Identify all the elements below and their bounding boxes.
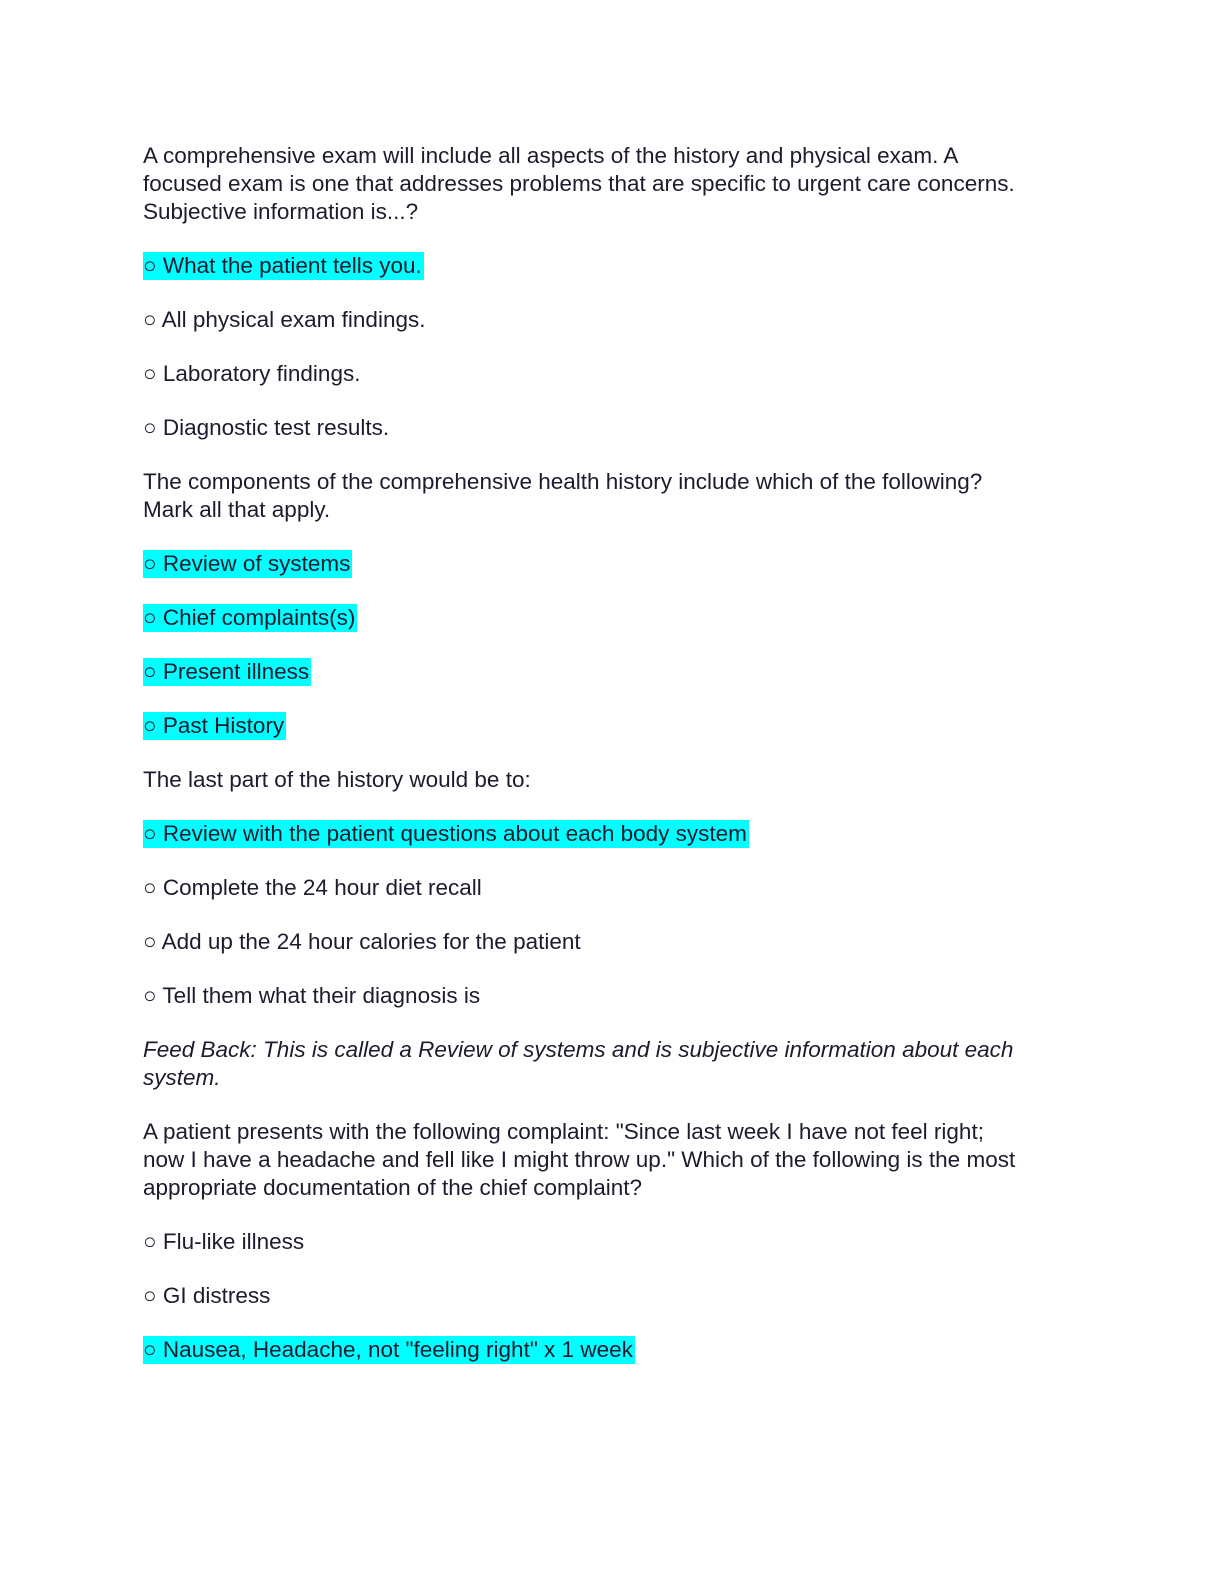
answer-option-text: ○ All physical exam findings. (143, 307, 426, 332)
answer-option-text: ○ Nausea, Headache, not "feeling right" x 1 week (143, 1337, 633, 1362)
answer-option-highlighted (143, 550, 1078, 578)
answer-option (143, 414, 1078, 442)
question-paragraph: The last part of the history would be to: (143, 767, 531, 792)
answer-option (143, 1228, 1078, 1256)
answer-option-text: ○ What the patient tells you. (143, 253, 422, 278)
answer-option-text: ○ Tell them what their diagnosis is (143, 983, 481, 1008)
answer-option-text: ○ Add up the 24 hour calories for the patient (143, 929, 581, 954)
answer-option-text: ○ Review of systems (143, 551, 351, 576)
feedback-paragraph: Feed Back: This is called a Review of systems and is subjective information about each system. (143, 1037, 1014, 1090)
answer-option (143, 874, 1078, 902)
answer-option-text: ○ GI distress (143, 1283, 271, 1308)
answer-option (143, 360, 1078, 388)
answer-option (143, 982, 1078, 1010)
answer-option-text: ○ Present illness (143, 659, 310, 684)
answer-option (143, 1282, 1078, 1310)
answer-option-highlighted (143, 658, 1078, 686)
question-paragraph: A comprehensive exam will include all aspects of the history and physical exam. A focused exam is one that addresses problems that are specific to urgent care concerns. Subjective information is...? (143, 143, 1015, 224)
answer-option-text: ○ Review with the patient questions about each body system (143, 821, 747, 846)
answer-option-text: ○ Complete the 24 hour diet recall (143, 875, 482, 900)
answer-option (143, 306, 1078, 334)
question-paragraph: A patient presents with the following complaint: "Since last week I have not feel right; now I have a headache and fell like I might throw up." Which of the following is the most appropriate documentation of the chief complaint? (143, 1119, 1016, 1200)
answer-option-text: ○ Laboratory findings. (143, 361, 361, 386)
answer-option (143, 928, 1078, 956)
answer-option-text: ○ Past History (143, 713, 285, 738)
answer-option-highlighted (143, 820, 1078, 848)
answer-option-highlighted (143, 604, 1078, 632)
answer-option-text: ○ Chief complaints(s) (143, 605, 356, 630)
answer-option-text: ○ Flu-like illness (143, 1229, 305, 1254)
document-page (143, 142, 1078, 1390)
answer-option-highlighted (143, 252, 1078, 280)
answer-option-text: ○ Diagnostic test results. (143, 415, 390, 440)
question-paragraph: The components of the comprehensive health history include which of the following? Mark all that apply. (143, 469, 983, 522)
answer-option-highlighted (143, 712, 1078, 740)
answer-option-highlighted (143, 1336, 1078, 1364)
